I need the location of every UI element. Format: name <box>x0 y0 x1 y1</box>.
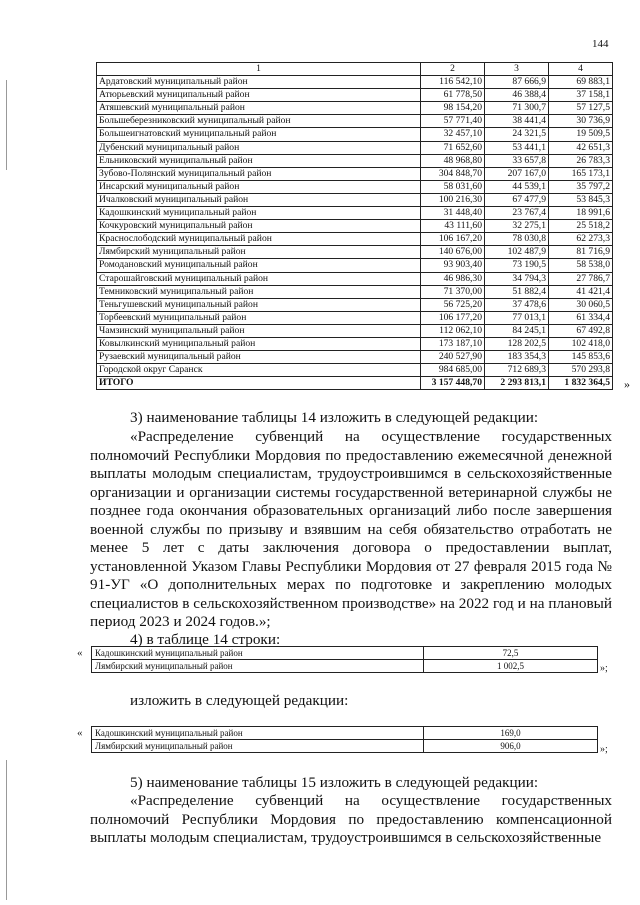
value-cell: 44 539,1 <box>485 180 549 193</box>
value-cell: 33 657,8 <box>485 154 549 167</box>
district-cell: Лямбирский муниципальный район <box>97 246 421 259</box>
value-cell: 61 778,50 <box>421 89 485 102</box>
total-value: 2 293 813,1 <box>485 377 549 390</box>
district-cell: Ардатовский муниципальный район <box>97 76 421 89</box>
value-cell: 56 725,20 <box>421 298 485 311</box>
value-cell: 207 167,0 <box>485 167 549 180</box>
table-row <box>97 154 613 167</box>
value-cell: 72,5 <box>424 647 598 660</box>
value-cell: 112 062,10 <box>421 324 485 337</box>
table-row <box>97 351 613 364</box>
table-row <box>97 141 613 154</box>
column-header: 3 <box>485 63 549 76</box>
column-header: 1 <box>97 63 421 76</box>
table-row <box>97 76 613 89</box>
district-cell: Лямбирский муниципальный район <box>92 660 424 673</box>
value-cell: 140 676,00 <box>421 246 485 259</box>
table-row <box>97 259 613 272</box>
value-cell: 32 457,10 <box>421 128 485 141</box>
item4-middle-text: изложить в следующей редакции: <box>130 692 349 709</box>
value-cell: 71 370,00 <box>421 285 485 298</box>
value-cell: 18 991,6 <box>549 207 613 220</box>
value-cell: 71 300,7 <box>485 102 549 115</box>
table-row <box>92 727 598 740</box>
district-cell: Атюрьевский муниципальный район <box>97 89 421 102</box>
district-cell: Инсарский муниципальный район <box>97 180 421 193</box>
district-cell: Ельниковский муниципальный район <box>97 154 421 167</box>
value-cell: 23 767,4 <box>485 207 549 220</box>
district-cell: Торбеевский муниципальный район <box>97 311 421 324</box>
table-row <box>97 324 613 337</box>
district-cell: Городской округ Саранск <box>97 364 421 377</box>
table-row <box>97 246 613 259</box>
value-cell: 106 177,20 <box>421 311 485 324</box>
value-cell: 30 736,9 <box>549 115 613 128</box>
district-cell: Ичалковский муниципальный район <box>97 193 421 206</box>
value-cell: 67 477,9 <box>485 193 549 206</box>
value-cell: 57 771,40 <box>421 115 485 128</box>
table-header-row <box>97 63 613 76</box>
district-cell: Старошайговский муниципальный район <box>97 272 421 285</box>
total-label: ИТОГО <box>97 377 421 390</box>
table-row <box>97 298 613 311</box>
total-row <box>97 377 613 390</box>
district-cell: Теньгушевский муниципальный район <box>97 298 421 311</box>
value-cell: 98 154,20 <box>421 102 485 115</box>
value-cell: 41 421,4 <box>549 285 613 298</box>
value-cell: 58 538,0 <box>549 259 613 272</box>
value-cell: 73 190,5 <box>485 259 549 272</box>
table-row <box>97 180 613 193</box>
district-cell: Зубово-Полянский муниципальный район <box>97 167 421 180</box>
table-row <box>97 128 613 141</box>
districts-table <box>96 62 613 390</box>
district-cell: Большеберезниковский муниципальный район <box>97 115 421 128</box>
value-cell: 35 797,2 <box>549 180 613 193</box>
district-cell: Кадошкинский муниципальный район <box>92 727 424 740</box>
table-row <box>97 233 613 246</box>
table-row <box>97 220 613 233</box>
table-row <box>92 660 598 673</box>
value-cell: 87 666,9 <box>485 76 549 89</box>
value-cell: 19 509,5 <box>549 128 613 141</box>
value-cell: 81 716,9 <box>549 246 613 259</box>
value-cell: 46 986,30 <box>421 272 485 285</box>
value-cell: 51 882,4 <box>485 285 549 298</box>
closing-quote: »; <box>600 663 608 674</box>
value-cell: 1 002,5 <box>424 660 598 673</box>
item4-heading: 4) в таблице 14 строки: <box>130 631 281 648</box>
value-cell: 102 487,9 <box>485 246 549 259</box>
opening-quote: « <box>77 727 83 739</box>
value-cell: 27 786,7 <box>549 272 613 285</box>
value-cell: 77 013,1 <box>485 311 549 324</box>
district-cell: Большеигнатовский муниципальный район <box>97 128 421 141</box>
value-cell: 145 853,6 <box>549 351 613 364</box>
value-cell: 93 903,40 <box>421 259 485 272</box>
value-cell: 173 187,10 <box>421 337 485 350</box>
value-cell: 240 527,90 <box>421 351 485 364</box>
table-row <box>97 311 613 324</box>
district-cell: Чамзинский муниципальный район <box>97 324 421 337</box>
item3-heading: 3) наименование таблицы 14 изложить в следующей редакции: <box>130 409 539 426</box>
value-cell: 32 275,1 <box>485 220 549 233</box>
district-cell: Ковылкинский муниципальный район <box>97 337 421 350</box>
district-cell: Рузаевский муниципальный район <box>97 351 421 364</box>
value-cell: 67 492,8 <box>549 324 613 337</box>
value-cell: 53 845,3 <box>549 193 613 206</box>
total-value: 1 832 364,5 <box>549 377 613 390</box>
table-row <box>97 285 613 298</box>
value-cell: 984 685,00 <box>421 364 485 377</box>
value-cell: 43 111,60 <box>421 220 485 233</box>
district-cell: Лямбирский муниципальный район <box>92 740 424 753</box>
margin-line <box>6 80 7 170</box>
value-cell: 102 418,0 <box>549 337 613 350</box>
table-row <box>97 89 613 102</box>
table-row <box>97 193 613 206</box>
district-cell: Темниковский муниципальный район <box>97 285 421 298</box>
value-cell: 106 167,20 <box>421 233 485 246</box>
value-cell: 906,0 <box>424 740 598 753</box>
value-cell: 37 478,6 <box>485 298 549 311</box>
value-cell: 84 245,1 <box>485 324 549 337</box>
table-row <box>97 337 613 350</box>
total-value: 3 157 448,70 <box>421 377 485 390</box>
value-cell: 26 783,3 <box>549 154 613 167</box>
value-cell: 304 848,70 <box>421 167 485 180</box>
value-cell: 37 158,1 <box>549 89 613 102</box>
district-cell: Кочкуровский муниципальный район <box>97 220 421 233</box>
closing-quote: »; <box>600 744 608 755</box>
table-row <box>97 364 613 377</box>
value-cell: 62 273,3 <box>549 233 613 246</box>
item3-text: «Распределение субвенций на осуществление государственных полномочий Республики Мордовия по предоставлению ежемесячной денежной выплаты молодым специалистам, трудоустроившимся в сельскохозяйственные организации и организации системы государственной ветеринарной службы не позднее года окончания образовательных организаций либо после завершения военной службы по призыву и взявшим на себя обязательство отработать не менее 5 лет с даты заключения договора о предоставлении выплат, установленной Указом Главы Республики Мордовия от 27 февраля 2015 года № 91-УГ «О дополнительных мерах по подготовке и закреплению молодых специалистов в сельскохозяйственном производстве» на 2022 год и на плановый период 2023 и 2024 годов.»; <box>90 428 612 630</box>
district-cell: Краснослободский муниципальный район <box>97 233 421 246</box>
value-cell: 712 689,3 <box>485 364 549 377</box>
table-row <box>97 167 613 180</box>
table-row <box>97 207 613 220</box>
value-cell: 69 883,1 <box>549 76 613 89</box>
value-cell: 42 651,3 <box>549 141 613 154</box>
value-cell: 24 321,5 <box>485 128 549 141</box>
value-cell: 48 968,80 <box>421 154 485 167</box>
value-cell: 78 030,8 <box>485 233 549 246</box>
district-cell: Кадошкинский муниципальный район <box>92 647 424 660</box>
value-cell: 100 216,30 <box>421 193 485 206</box>
table-row <box>97 102 613 115</box>
margin-line <box>6 760 7 900</box>
value-cell: 128 202,5 <box>485 337 549 350</box>
value-cell: 169,0 <box>424 727 598 740</box>
table-body <box>97 76 613 377</box>
district-cell: Ромодановский муниципальный район <box>97 259 421 272</box>
value-cell: 34 794,3 <box>485 272 549 285</box>
value-cell: 58 031,60 <box>421 180 485 193</box>
column-header: 2 <box>421 63 485 76</box>
opening-quote: « <box>77 647 83 659</box>
district-cell: Атяшевский муниципальный район <box>97 102 421 115</box>
table-row <box>97 272 613 285</box>
value-cell: 570 293,8 <box>549 364 613 377</box>
value-cell: 183 354,3 <box>485 351 549 364</box>
closing-quote: » <box>624 377 630 391</box>
value-cell: 46 388,4 <box>485 89 549 102</box>
value-cell: 61 334,4 <box>549 311 613 324</box>
value-cell: 30 060,5 <box>549 298 613 311</box>
item5-heading: 5) наименование таблицы 15 изложить в следующей редакции: <box>130 774 539 791</box>
new-rows-table <box>91 726 598 753</box>
page-number: 144 <box>592 38 609 50</box>
old-rows-table <box>91 646 598 673</box>
item5-text: «Распределение субвенций на осуществление государственных полномочий Республики Мордовия по предоставлению компенсационной выплаты молодым специалистам, трудоустроившимся в сельскохозяйственные <box>90 792 612 846</box>
table-row <box>97 115 613 128</box>
value-cell: 31 448,40 <box>421 207 485 220</box>
value-cell: 53 441,1 <box>485 141 549 154</box>
district-cell: Дубенский муниципальный район <box>97 141 421 154</box>
value-cell: 38 441,4 <box>485 115 549 128</box>
value-cell: 25 518,2 <box>549 220 613 233</box>
value-cell: 116 542,10 <box>421 76 485 89</box>
table-row <box>92 647 598 660</box>
value-cell: 165 173,1 <box>549 167 613 180</box>
column-header: 4 <box>549 63 613 76</box>
district-cell: Кадошкинский муниципальный район <box>97 207 421 220</box>
value-cell: 57 127,5 <box>549 102 613 115</box>
table-row <box>92 740 598 753</box>
value-cell: 71 652,60 <box>421 141 485 154</box>
